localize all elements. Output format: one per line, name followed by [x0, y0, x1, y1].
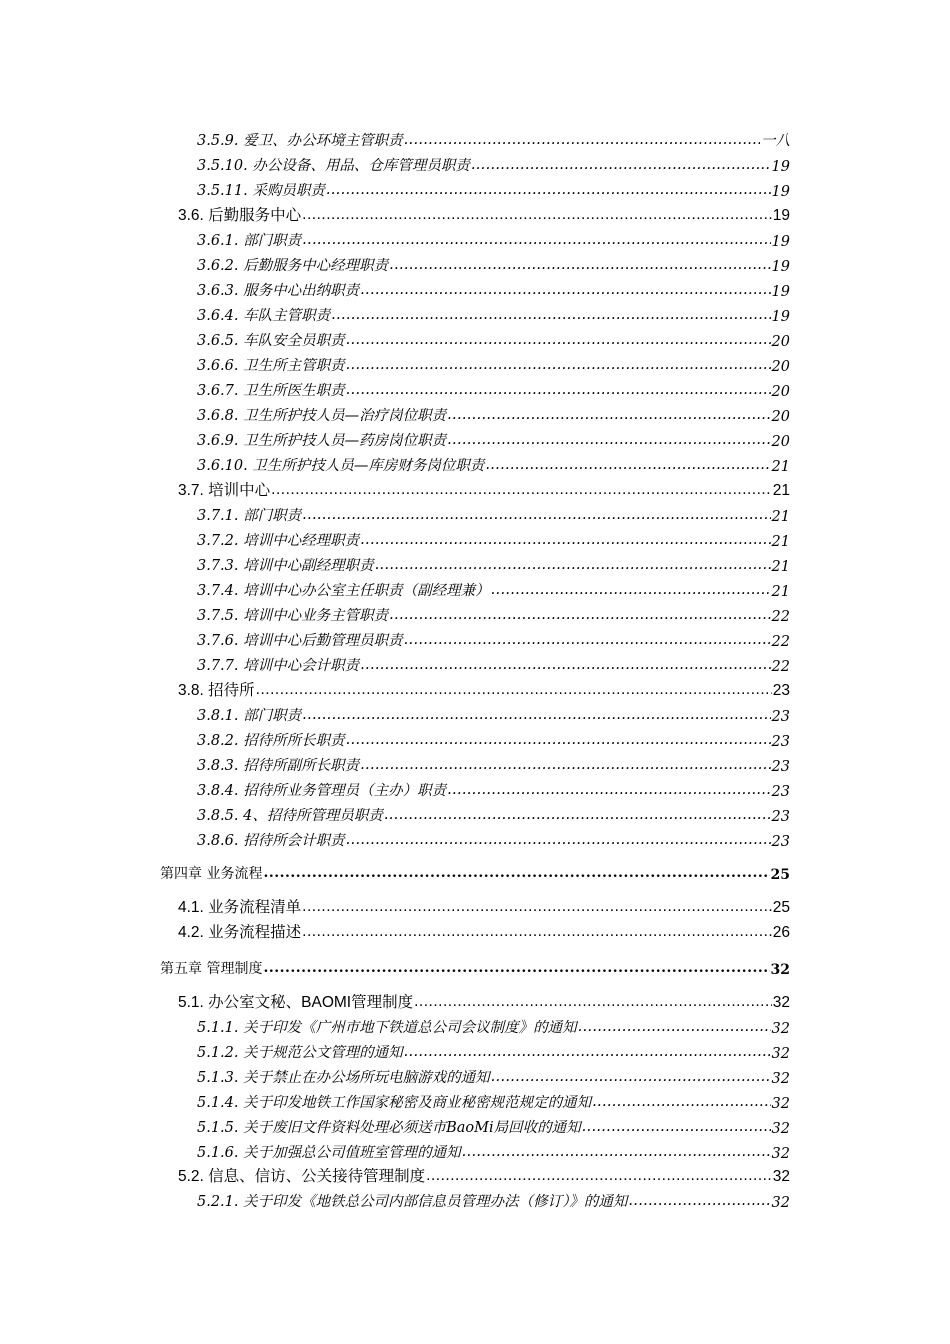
toc-entry-title: 3.7.1. 部门职责 [197, 508, 302, 524]
toc-entry-title: 5.1.1. 关于印发《广州市地下铁道总公司会议制度》的通知 [197, 1020, 577, 1036]
dot-leader [263, 958, 769, 978]
toc-entry[interactable] [0, 1189, 950, 1211]
toc-entry-page: 32 [771, 1146, 790, 1162]
toc-entry[interactable] [0, 253, 950, 275]
toc-entry-page: 25 [772, 899, 790, 916]
toc-entry-title: 3.7.3. 培训中心副经理职责 [197, 558, 374, 574]
dot-leader [404, 130, 760, 150]
toc-entry[interactable] [0, 1115, 950, 1137]
toc-entry[interactable] [0, 990, 950, 1012]
toc-entry-title: 5.1.4. 关于印发地铁工作国家秘密及商业秘密规范规定的通知 [197, 1095, 592, 1111]
toc-entry-page: 21 [771, 559, 790, 575]
dot-leader [578, 1017, 771, 1037]
toc-entry-title: 3.6.2. 后勤服务中心经理职责 [197, 258, 389, 274]
toc-entry-title: 3.6. 后勤服务中心 [178, 207, 302, 224]
toc-entry-title: 3.5.11. 采购员职责 [197, 183, 325, 199]
toc-entry-page: 23 [771, 709, 790, 725]
dot-leader [414, 992, 772, 1012]
toc-entry-title: 第四章 业务流程 [160, 866, 263, 882]
toc-entry[interactable] [0, 328, 950, 350]
toc-entry[interactable] [0, 278, 950, 300]
toc-entry-title: 3.6.1. 部门职责 [197, 233, 302, 249]
dot-leader [331, 305, 770, 325]
dot-leader [360, 280, 770, 300]
dot-leader [256, 680, 772, 700]
dot-leader [447, 780, 770, 800]
dot-leader [271, 480, 772, 500]
dot-leader [404, 1042, 771, 1062]
dot-leader [346, 730, 771, 750]
toc-entry[interactable] [0, 778, 950, 800]
dot-leader [346, 355, 771, 375]
toc-entry[interactable] [0, 428, 950, 450]
toc-entry-page: 32 [771, 1071, 790, 1087]
toc-entry[interactable] [0, 753, 950, 775]
toc-entry[interactable] [0, 653, 950, 675]
toc-entry-title: 3.7.4. 培训中心办公室主任职责（副经理兼） [197, 583, 490, 599]
toc-entry[interactable] [0, 828, 950, 850]
toc-entry-page: 32 [772, 1168, 790, 1185]
dot-leader [471, 155, 771, 175]
dot-leader [346, 330, 771, 350]
toc-entry[interactable] [0, 1090, 950, 1112]
toc-entry-page: 26 [772, 924, 790, 941]
toc-entry[interactable] [0, 1065, 950, 1087]
toc-entry-title: 3.7.7. 培训中心会计职责 [197, 658, 360, 674]
dot-leader [384, 805, 771, 825]
toc-entry-title: 5.1.3. 关于禁止在办公场所玩电脑游戏的通知 [197, 1070, 490, 1086]
toc-entry[interactable] [0, 353, 950, 375]
toc-entry-page: 19 [771, 184, 790, 200]
toc-entry[interactable] [0, 803, 950, 825]
toc-entry-page: 21 [772, 482, 790, 499]
toc-entry-page: 19 [771, 284, 790, 300]
dot-leader [426, 1166, 772, 1186]
toc-entry-title: 4.2. 业务流程描述 [178, 924, 302, 941]
toc-entry-page: 19 [771, 309, 790, 325]
toc-entry-title: 3.6.6. 卫生所主管职责 [197, 358, 345, 374]
toc-entry-title: 5.2. 信息、信访、公关接待管理制度 [178, 1168, 426, 1185]
toc-entry[interactable] [0, 578, 950, 600]
toc-entry-page: 19 [771, 234, 790, 250]
toc-entry[interactable] [0, 1015, 950, 1037]
toc-entry-page: 19 [771, 159, 790, 175]
toc-entry-title: 5.1.5. 关于废旧文件资料处理必须送市BaoMi局回收的通知 [197, 1120, 581, 1136]
toc-entry-title: 3.8.5. 4、招待所管理员职责 [197, 808, 383, 824]
toc-entry-page: 20 [771, 409, 790, 425]
toc-entry[interactable] [0, 895, 950, 917]
toc-entry[interactable] [0, 128, 950, 150]
toc-entry-page: 20 [771, 334, 790, 350]
toc-entry-page: 22 [771, 659, 790, 675]
dot-leader [360, 655, 770, 675]
dot-leader [447, 405, 770, 425]
toc-entry-page: 23 [771, 809, 790, 825]
toc-entry[interactable] [0, 503, 950, 525]
toc-entry-page: 20 [771, 384, 790, 400]
toc-entry-page: 21 [771, 509, 790, 525]
toc-entry-page: 23 [771, 834, 790, 850]
toc-entry-page: 20 [771, 434, 790, 450]
toc-entry-page: 32 [772, 994, 790, 1011]
toc-entry-page: 32 [771, 1096, 790, 1112]
toc-entry-title: 3.8.3. 招待所副所长职责 [197, 758, 360, 774]
toc-entry-title: 3.6.4. 车队主管职责 [197, 308, 331, 324]
dot-leader [302, 205, 772, 225]
toc-entry-page: 19 [772, 207, 790, 224]
toc-entry-page: 23 [771, 784, 790, 800]
dot-leader [404, 630, 771, 650]
toc-entry[interactable] [0, 228, 950, 250]
dot-leader [375, 555, 771, 575]
dot-leader [360, 530, 770, 550]
toc-entry-page: 22 [771, 634, 790, 650]
dot-leader [389, 255, 770, 275]
toc-entry-title: 3.7.2. 培训中心经理职责 [197, 533, 360, 549]
toc-entry[interactable] [0, 1140, 950, 1162]
toc-entry-title: 3.8.6. 招待所会计职责 [197, 833, 345, 849]
dot-leader [302, 230, 770, 250]
toc-entry[interactable] [0, 703, 950, 725]
toc-entry[interactable] [0, 678, 950, 700]
toc-entry-page: 23 [771, 759, 790, 775]
toc-entry-page: 19 [771, 259, 790, 275]
toc-entry-page: 32 [771, 1195, 790, 1211]
dot-leader [302, 505, 770, 525]
toc-entry-title: 3.7. 培训中心 [178, 482, 271, 499]
toc-entry-title: 3.5.9. 爱卫、办公环境主管职责 [197, 133, 403, 149]
toc-entry-page: 21 [771, 584, 790, 600]
toc-entry-page: 32 [771, 1046, 790, 1062]
toc-entry-title: 3.7.5. 培训中心业务主管职责 [197, 608, 389, 624]
toc-entry-title: 3.6.5. 车队安全员职责 [197, 333, 345, 349]
dot-leader [462, 1142, 771, 1162]
toc-entry-page: 一八 [761, 133, 790, 149]
toc-entry[interactable] [0, 153, 950, 175]
toc-entry-title: 5.1.6. 关于加强总公司值班室管理的通知 [197, 1145, 461, 1161]
toc-entry-page: 21 [771, 534, 790, 550]
dot-leader [592, 1092, 770, 1112]
toc-entry-title: 3.6.9. 卫生所护技人员—药房岗位职责 [197, 433, 447, 449]
toc-entry[interactable] [0, 956, 950, 978]
toc-entry-title: 3.6.7. 卫生所医生职责 [197, 383, 345, 399]
toc-entry-page: 23 [772, 682, 790, 699]
toc-entry[interactable] [0, 603, 950, 625]
dot-leader [628, 1191, 770, 1211]
toc-entry[interactable] [0, 920, 950, 942]
toc-entry-page: 23 [771, 734, 790, 750]
toc-entry[interactable] [0, 453, 950, 475]
toc-entry-page: 32 [770, 962, 790, 978]
dot-leader [360, 755, 770, 775]
toc-entry-page: 21 [771, 459, 790, 475]
dot-leader [389, 605, 770, 625]
toc-entry[interactable] [0, 403, 950, 425]
toc-entry-title: 第五章 管理制度 [160, 961, 263, 977]
toc-entry[interactable] [0, 1164, 950, 1186]
toc-entry[interactable] [0, 203, 950, 225]
toc-entry[interactable] [0, 553, 950, 575]
toc-entry-title: 3.7.6. 培训中心后勤管理员职责 [197, 633, 403, 649]
dot-leader [326, 180, 771, 200]
dot-leader [346, 830, 771, 850]
dot-leader [582, 1117, 771, 1137]
toc-entry-page: 22 [771, 609, 790, 625]
toc-entry-page: 32 [771, 1121, 790, 1137]
toc-entry-title: 3.8.2. 招待所所长职责 [197, 733, 345, 749]
toc-entry-title: 3.6.8. 卫生所护技人员—治疗岗位职责 [197, 408, 447, 424]
toc-entry-title: 4.1. 业务流程清单 [178, 899, 302, 916]
dot-leader [447, 430, 770, 450]
toc-entry[interactable] [0, 628, 950, 650]
toc-entry-page: 20 [771, 359, 790, 375]
toc-entry-title: 3.6.3. 服务中心出纳职责 [197, 283, 360, 299]
toc-entry-title: 5.2.1. 关于印发《地铁总公司内部信息员管理办法（修订）》的通知 [197, 1194, 628, 1210]
toc-entry[interactable] [0, 1040, 950, 1062]
dot-leader [263, 863, 769, 883]
toc-entry-title: 3.8.1. 部门职责 [197, 708, 302, 724]
dot-leader [302, 897, 772, 917]
toc-entry-page: 32 [771, 1021, 790, 1037]
dot-leader [302, 705, 770, 725]
dot-leader [491, 1067, 771, 1087]
dot-leader [491, 580, 771, 600]
toc-entry-page: 25 [770, 867, 790, 883]
toc-entry[interactable] [0, 478, 950, 500]
toc-entry-title: 3.6.10. 卫生所护技人员—库房财务岗位职责 [197, 458, 485, 474]
toc-entry-title: 3.8.4. 招待所业务管理员（主办）职责 [197, 783, 447, 799]
dot-leader [346, 380, 771, 400]
toc-entry[interactable] [0, 378, 950, 400]
toc-entry[interactable] [0, 528, 950, 550]
toc-entry[interactable] [0, 861, 950, 883]
toc-entry[interactable] [0, 178, 950, 200]
toc-entry[interactable] [0, 303, 950, 325]
dot-leader [302, 922, 772, 942]
toc-entry-title: 3.5.10. 办公设备、用品、仓库管理员职责 [197, 158, 470, 174]
toc-entry-title: 5.1. 办公室文秘、BAOMI管理制度 [178, 994, 414, 1011]
toc-entry[interactable] [0, 728, 950, 750]
dot-leader [485, 455, 770, 475]
toc-entry-title: 3.8. 招待所 [178, 682, 255, 699]
toc-entry-title: 5.1.2. 关于规范公文管理的通知 [197, 1045, 403, 1061]
